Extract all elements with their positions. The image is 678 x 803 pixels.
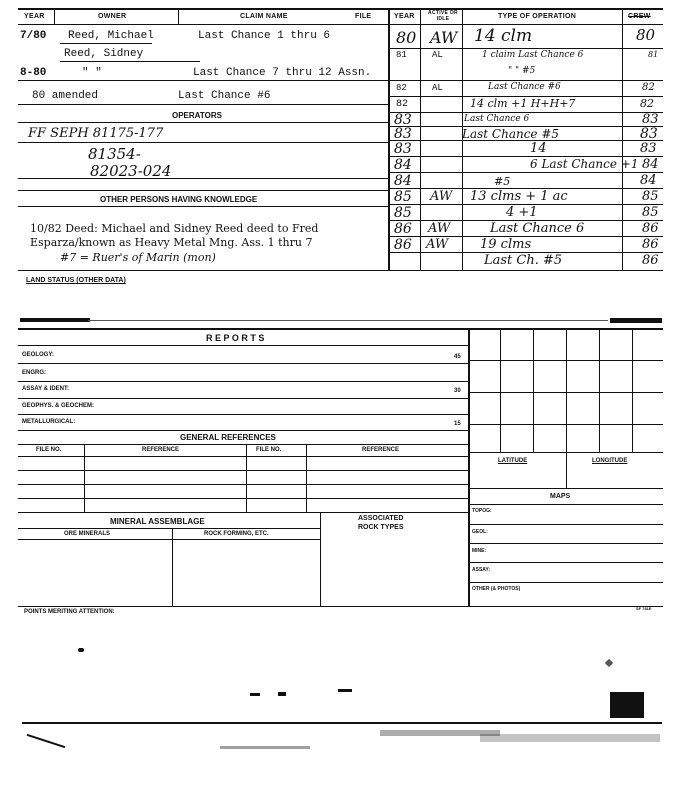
activity-row-2-type: 1 claim Last Chance 6 (482, 50, 584, 60)
ref-file-no-header-1: FILE NO. (36, 447, 62, 453)
points-meriting-label: POINTS MERITING ATTENTION: (24, 609, 115, 615)
file-header: FILE (355, 13, 372, 20)
activity-row-12-type: 4 +1 (506, 205, 538, 220)
maps-other-photos-label: OTHER (& PHOTOS) (472, 586, 521, 592)
activity-row-5-type: 14 clm +1 H+H+7 (470, 97, 576, 110)
report-metallurgical-num: 15 (454, 421, 461, 427)
ref-reference-header-2: REFERENCE (362, 447, 400, 453)
activity-row-11-active: AW (430, 189, 453, 204)
activity-row-4-crew: 82 (642, 82, 655, 93)
form-number: SF 781E (636, 606, 652, 611)
activity-row-13-active: AW (428, 221, 451, 236)
report-assay-num: 30 (454, 388, 461, 394)
activity-row-6-year: 83 (394, 112, 412, 128)
maps-title: MAPS (550, 493, 571, 500)
owner-row-1-owner: Reed, Michael (68, 30, 154, 42)
activity-row-9-year: 84 (394, 157, 412, 173)
activity-row-14-type: 19 clms (480, 237, 532, 252)
report-assay-label: ASSAY & IDENT: (22, 386, 70, 392)
activity-row-4-year: 82 (396, 83, 407, 93)
general-references-title: GENERAL REFERENCES (180, 433, 276, 442)
activity-row-6-crew: 83 (642, 112, 659, 127)
activity-row-15-type: Last Ch. #5 (484, 253, 563, 268)
torn-edge-right (610, 318, 662, 323)
activity-row-10-crew: 84 (640, 173, 657, 188)
activity-row-14-active: AW (426, 237, 449, 252)
deed-note-line-2: Esparza/known as Heavy Metal Mng. Ass. 1 thru 7 (30, 236, 313, 249)
maps-topog-label: TOPOG: (472, 508, 492, 514)
activity-row-8-crew: 83 (640, 141, 657, 156)
owner-row-1-year: 7/80 (20, 30, 47, 42)
operator-line-3: 82023-024 (90, 162, 172, 180)
activity-row-3-type: " " #5 (508, 66, 536, 76)
activity-row-9-type: 6 Last Chance +1 (530, 157, 639, 171)
activity-row-4-type: Last Chance #6 (488, 82, 561, 92)
report-geology-num: 45 (454, 354, 461, 360)
report-metallurgical-label: METALLURGICAL: (22, 419, 76, 425)
activity-row-1-active: AW (430, 28, 458, 47)
mineral-assemblage-title: MINERAL ASSEMBLAGE (110, 517, 205, 526)
activity-row-1-year: 80 (396, 28, 417, 47)
owner-row-4-claim: Last Chance #6 (178, 90, 271, 102)
activity-row-10-type: #5 (494, 175, 511, 188)
owner-row-1-claim: Last Chance 1 thru 6 (198, 30, 331, 42)
maps-geol-label: GEOL: (472, 529, 488, 535)
ore-minerals-label: ORE MINERALS (64, 531, 111, 537)
activity-row-5-year: 82 (396, 99, 409, 110)
type-of-operation-header: TYPE OF OPERATION (498, 13, 577, 20)
deed-note-line-3: #7 = Ruer's of Marin (mon) (60, 251, 216, 264)
activity-row-7-type: Last Chance #5 (462, 127, 560, 141)
report-geophys-label: GEOPHYS. & GEOCHEM: (22, 403, 95, 409)
deed-note-line-1: 10/82 Deed: Michael and Sidney Reed deed to Fred (30, 222, 319, 235)
land-status-label: LAND STATUS (OTHER DATA) (26, 277, 126, 284)
activity-row-12-year: 85 (394, 205, 412, 221)
activity-row-10-year: 84 (394, 173, 412, 189)
owner-row-3-claim: Last Chance 7 thru 12 Assn. (193, 67, 372, 79)
activity-row-1-crew: 80 (636, 26, 656, 44)
operator-line-1: FF SEPH 81175-177 (28, 126, 164, 141)
activity-row-8-year: 83 (394, 141, 412, 157)
activity-row-8-type: 14 (530, 141, 547, 156)
activity-row-15-crew: 86 (642, 253, 659, 268)
report-engrg-label: ENGRG: (22, 370, 46, 376)
activity-row-13-crew: 86 (642, 221, 659, 236)
activity-year-header: YEAR (394, 13, 415, 20)
operator-line-2: 81354- (88, 145, 141, 163)
ref-reference-header-1: REFERENCE (142, 447, 180, 453)
activity-row-13-year: 86 (394, 221, 412, 237)
activity-row-12-crew: 85 (642, 205, 659, 220)
maps-mine-label: MINE: (472, 548, 487, 554)
crew-header: CREW (628, 13, 651, 20)
longitude-label: LONGITUDE (592, 458, 628, 464)
activity-row-7-year: 83 (394, 126, 412, 142)
rock-types-label: ROCK TYPES (358, 524, 404, 531)
reports-title: R E P O R T S (206, 333, 265, 343)
associated-label: ASSOCIATED (358, 515, 404, 522)
owner-row-2-owner: Reed, Sidney (64, 48, 144, 60)
owner-row-3-year: 8-80 (20, 67, 47, 79)
operators-title: OPERATORS (172, 111, 222, 120)
activity-row-2-active: AL (432, 50, 443, 60)
activity-row-7-crew: 83 (640, 126, 658, 142)
year-header: YEAR (24, 13, 45, 20)
report-geology-label: GEOLOGY: (22, 352, 54, 358)
other-persons-title: OTHER PERSONS HAVING KNOWLEDGE (100, 195, 258, 204)
activity-row-14-year: 86 (394, 237, 412, 253)
activity-row-14-crew: 86 (642, 237, 659, 252)
activity-row-5-crew: 82 (640, 97, 654, 110)
maps-assay-label: ASSAY: (472, 567, 491, 573)
latitude-label: LATITUDE (498, 458, 528, 464)
activity-row-1-type: 14 clm (474, 26, 533, 46)
owner-row-3-owner: " " (82, 67, 102, 79)
owner-row-4-owner: 80 amended (32, 90, 99, 102)
activity-row-9-crew: 84 (642, 157, 659, 172)
activity-row-2-crew: 81 (648, 50, 659, 59)
rock-forming-label: ROCK FORMING, ETC. (204, 531, 269, 537)
claim-name-header: CLAIM NAME (240, 13, 288, 20)
activity-row-11-crew: 85 (642, 189, 659, 204)
torn-edge-left (20, 318, 90, 322)
activity-row-2-year: 81 (396, 50, 407, 60)
owner-header: OWNER (98, 13, 127, 20)
activity-row-4-active: AL (432, 83, 443, 93)
activity-row-6-type: Last Chance 6 (464, 114, 530, 124)
activity-row-11-year: 85 (394, 189, 412, 205)
activity-row-11-type: 13 clms + 1 ac (470, 189, 568, 204)
active-idle-header: ACTIVE OR IDLE (428, 10, 458, 22)
activity-row-13-type: Last Chance 6 (490, 221, 585, 236)
ref-file-no-header-2: FILE NO. (256, 447, 282, 453)
